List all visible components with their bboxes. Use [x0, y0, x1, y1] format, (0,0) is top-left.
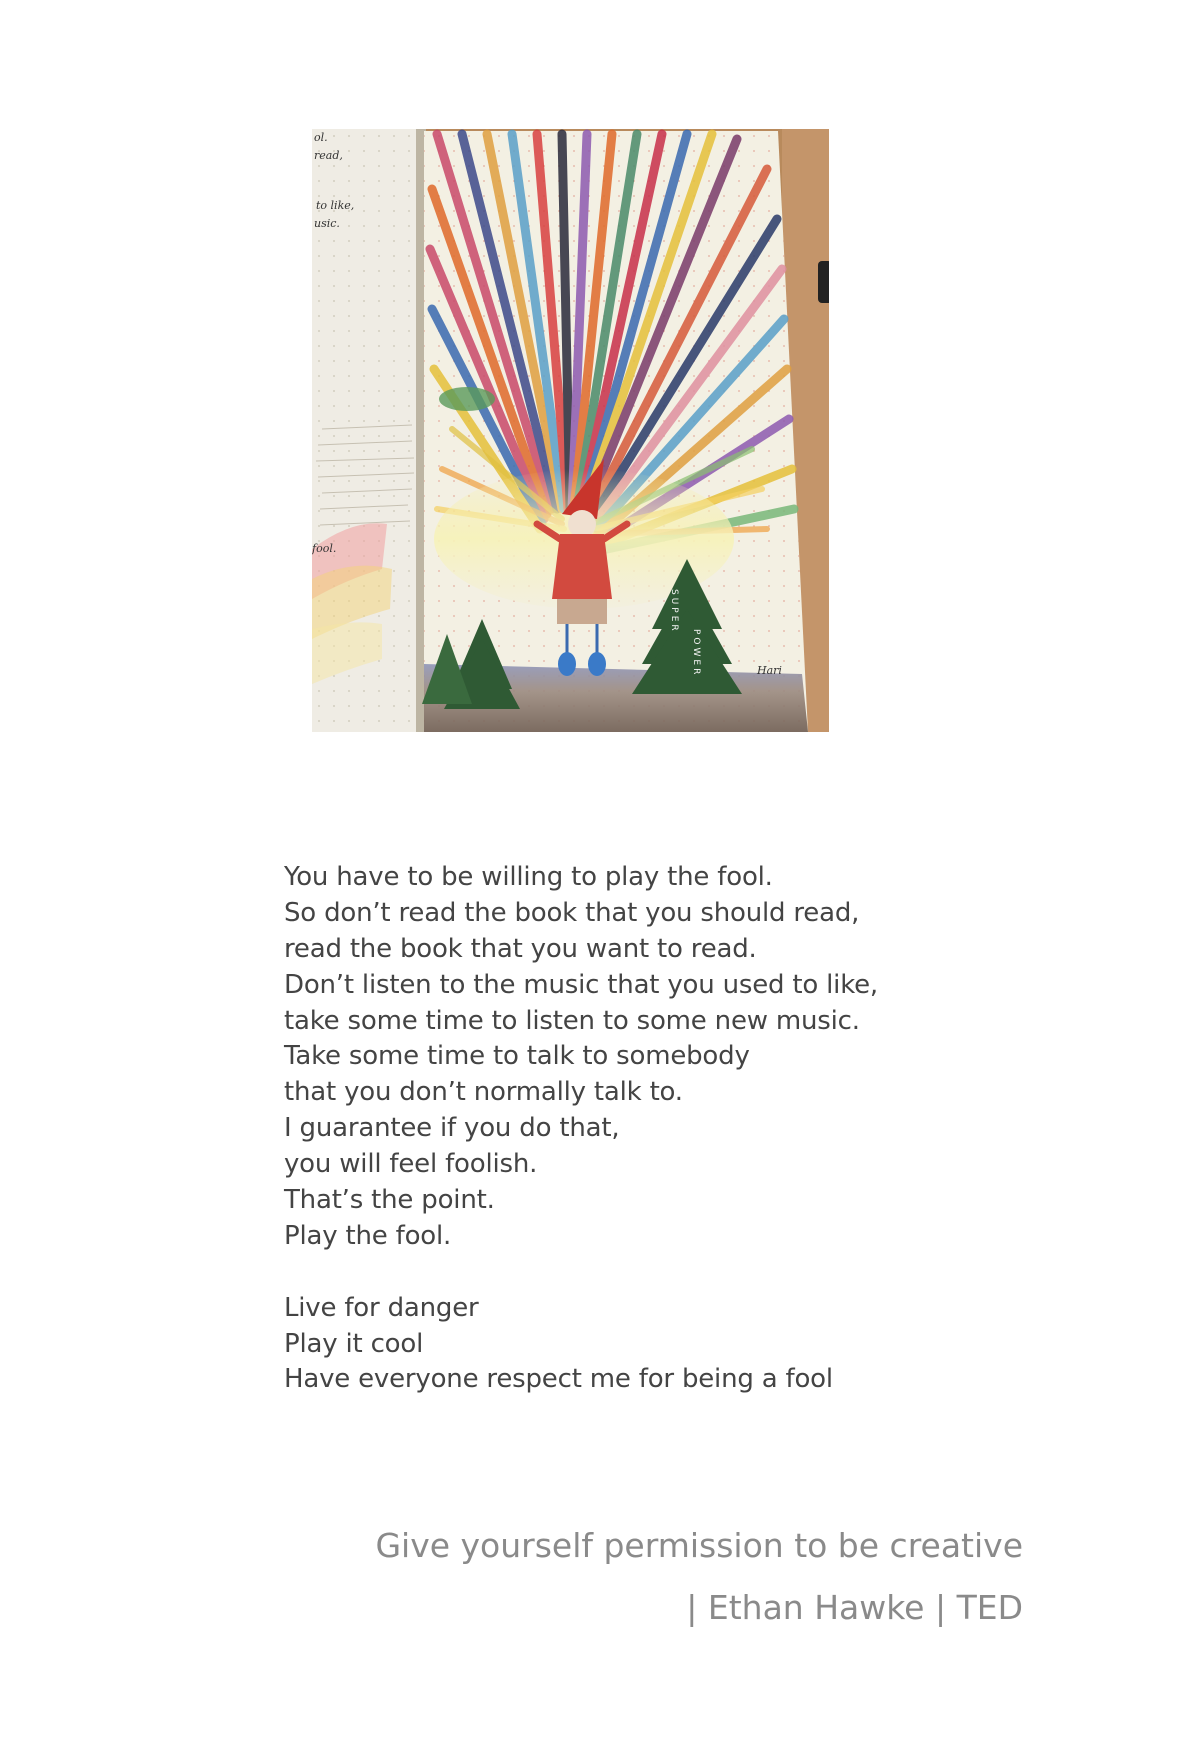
poem-line: Have everyone respect me for being a fool — [284, 1364, 833, 1395]
poem-line: I guarantee if you do that, — [284, 1113, 620, 1144]
notebook-illustration — [312, 129, 829, 732]
poem-line: Play it cool — [284, 1328, 424, 1359]
poem-line: read the book that you want to read. — [284, 933, 757, 964]
green-cloud — [439, 387, 495, 411]
poem-line: Take some time to talk to somebody — [284, 1041, 750, 1072]
left-page-note: ol. — [314, 131, 328, 144]
left-page-note: to like, — [316, 199, 355, 212]
left-page-note: fool. — [312, 542, 337, 555]
talk-source: | Ethan Hawke | TED — [686, 1588, 1023, 1627]
poem-line: take some time to listen to some new music. — [284, 1005, 860, 1036]
poem-line: That’s the point. — [284, 1185, 495, 1216]
poem-line: Live for danger — [284, 1292, 479, 1323]
poem-line: So don’t read the book that you should read, — [284, 897, 860, 928]
poem-line: Play the fool. — [284, 1220, 452, 1251]
gnome-face — [568, 510, 596, 538]
left-page-note: usic. — [314, 217, 340, 230]
poem-text — [284, 860, 878, 1398]
poem-line: Don’t listen to the music that you used to like, — [284, 969, 878, 1000]
caption-super: SUPER — [669, 589, 679, 634]
left-page-note: read, — [314, 149, 343, 162]
attribution — [375, 1524, 1023, 1630]
stanza-break — [284, 1255, 878, 1291]
poem-line: you will feel foolish. — [284, 1149, 538, 1180]
poem-line: You have to be willing to play the fool. — [284, 862, 773, 892]
artist-signature: Hari — [757, 664, 782, 677]
pen — [818, 261, 829, 303]
talk-title: Give yourself permission to be creative — [375, 1526, 1023, 1565]
drawing-canvas — [312, 129, 829, 732]
gnome-coat — [552, 534, 612, 599]
caption-power: POWER — [691, 629, 701, 678]
poem-line: that you don’t normally talk to. — [284, 1077, 683, 1108]
